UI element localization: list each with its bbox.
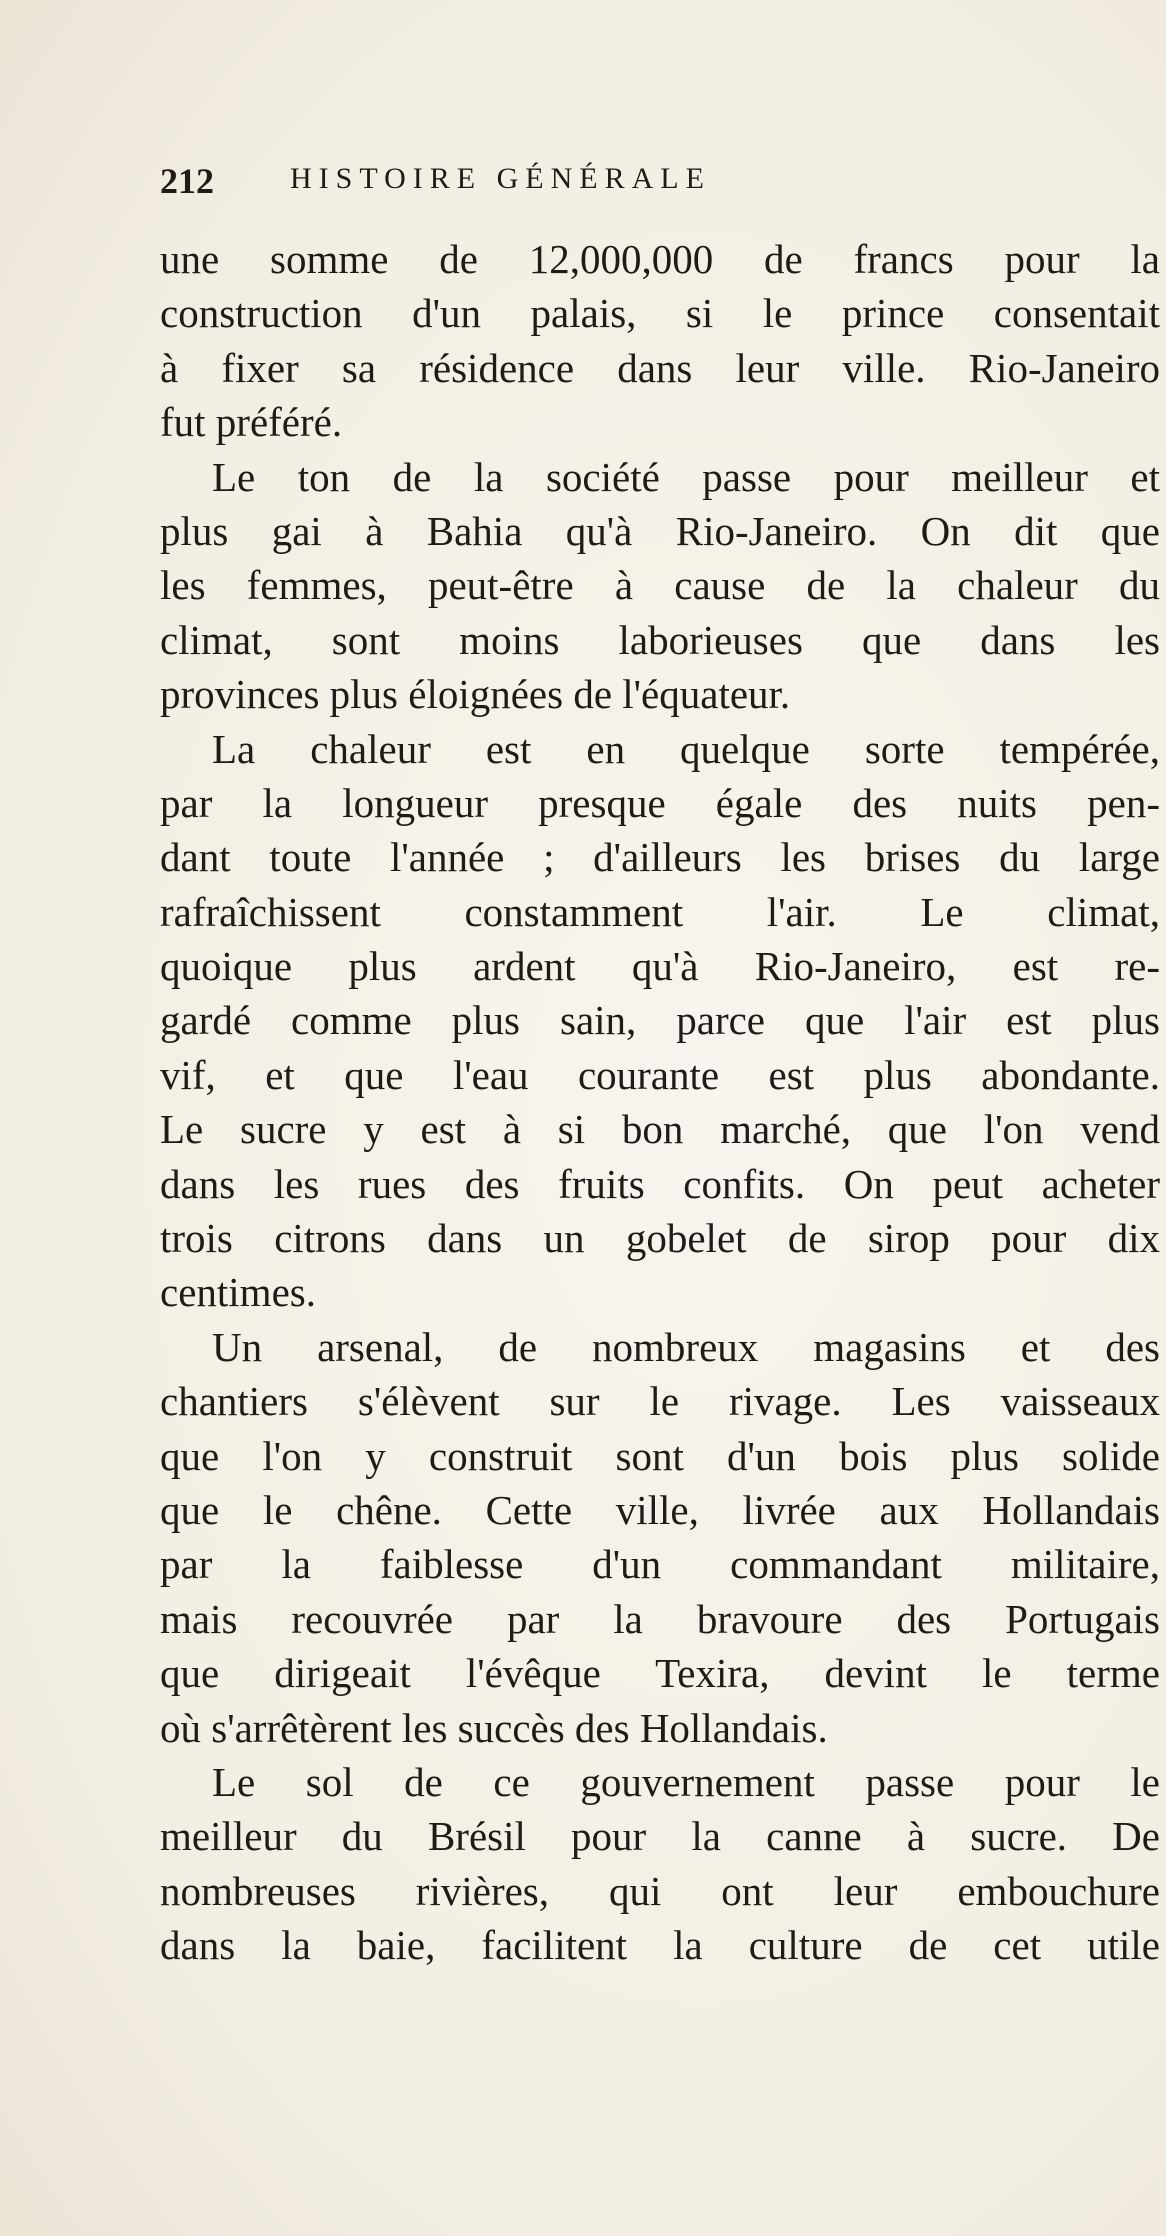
text-line: provinces plus éloignées de l'équateur.: [160, 671, 791, 718]
text-line: les femmes, peut-être à cause de la chaleur du: [160, 562, 1160, 609]
text-line: Un arsenal, de nombreux magasins et des: [212, 1323, 1160, 1370]
text-line: à fixer sa résidence dans leur ville. Rio-Janeiro: [160, 344, 1160, 391]
body-text: [160, 232, 1160, 1973]
text-line: climat, sont moins laborieuses que dans les: [160, 616, 1160, 663]
text-line: une somme de 12,000,000 de francs pour la: [160, 236, 1160, 282]
text-line: centimes.: [160, 1269, 316, 1316]
text-line: Le ton de la société passe pour meilleur et: [212, 453, 1160, 500]
running-header: [160, 160, 1160, 210]
text-line: mais recouvrée par la bravoure des Portugais: [160, 1595, 1160, 1642]
text-line: Le sol de ce gouvernement passe pour le: [212, 1758, 1160, 1805]
text-line: gardé comme plus sain, parce que l'air est plus: [160, 997, 1160, 1044]
text-line: dans les rues des fruits confits. On peut acheter: [160, 1160, 1160, 1207]
text-line: construction d'un palais, si le prince consentait: [160, 290, 1160, 337]
text-line: fut préféré.: [160, 399, 343, 446]
text-line: vif, et que l'eau courante est plus abondante.: [160, 1051, 1160, 1098]
text-line: meilleur du Brésil pour la canne à sucre. De: [160, 1813, 1160, 1860]
text-line: par la longueur presque égale des nuits pen-: [160, 779, 1160, 826]
text-line: trois citrons dans un gobelet de sirop pour dix: [160, 1215, 1160, 1262]
text-line: dant toute l'année ; d'ailleurs les brises du large: [160, 834, 1160, 881]
text-line: que dirigeait l'évêque Texira, devint le terme: [160, 1650, 1160, 1697]
text-line: rafraîchissent constamment l'air. Le climat,: [160, 888, 1160, 935]
text-line: chantiers s'élèvent sur le rivage. Les vaisseaux: [160, 1378, 1160, 1425]
text-line: par la faiblesse d'un commandant militaire,: [160, 1541, 1160, 1588]
text-line: où s'arrêtèrent les succès des Hollandais.: [160, 1704, 828, 1751]
text-line: plus gai à Bahia qu'à Rio-Janeiro. On dit que: [160, 507, 1160, 554]
text-line: dans la baie, facilitent la culture de cet utile: [160, 1922, 1160, 1969]
text-line: nombreuses rivières, qui ont leur embouchure: [160, 1867, 1160, 1914]
text-line: quoique plus ardent qu'à Rio-Janeiro, est re-: [160, 943, 1160, 990]
text-line: La chaleur est en quelque sorte tempérée,: [212, 725, 1160, 772]
running-title: HISTOIRE GÉNÉRALE: [290, 162, 711, 195]
text-line: que l'on y construit sont d'un bois plus solide: [160, 1432, 1160, 1479]
page-number: 212: [160, 161, 214, 201]
text-line: que le chêne. Cette ville, livrée aux Hollandais: [160, 1486, 1160, 1533]
text-line: Le sucre y est à si bon marché, que l'on vend: [160, 1106, 1160, 1153]
